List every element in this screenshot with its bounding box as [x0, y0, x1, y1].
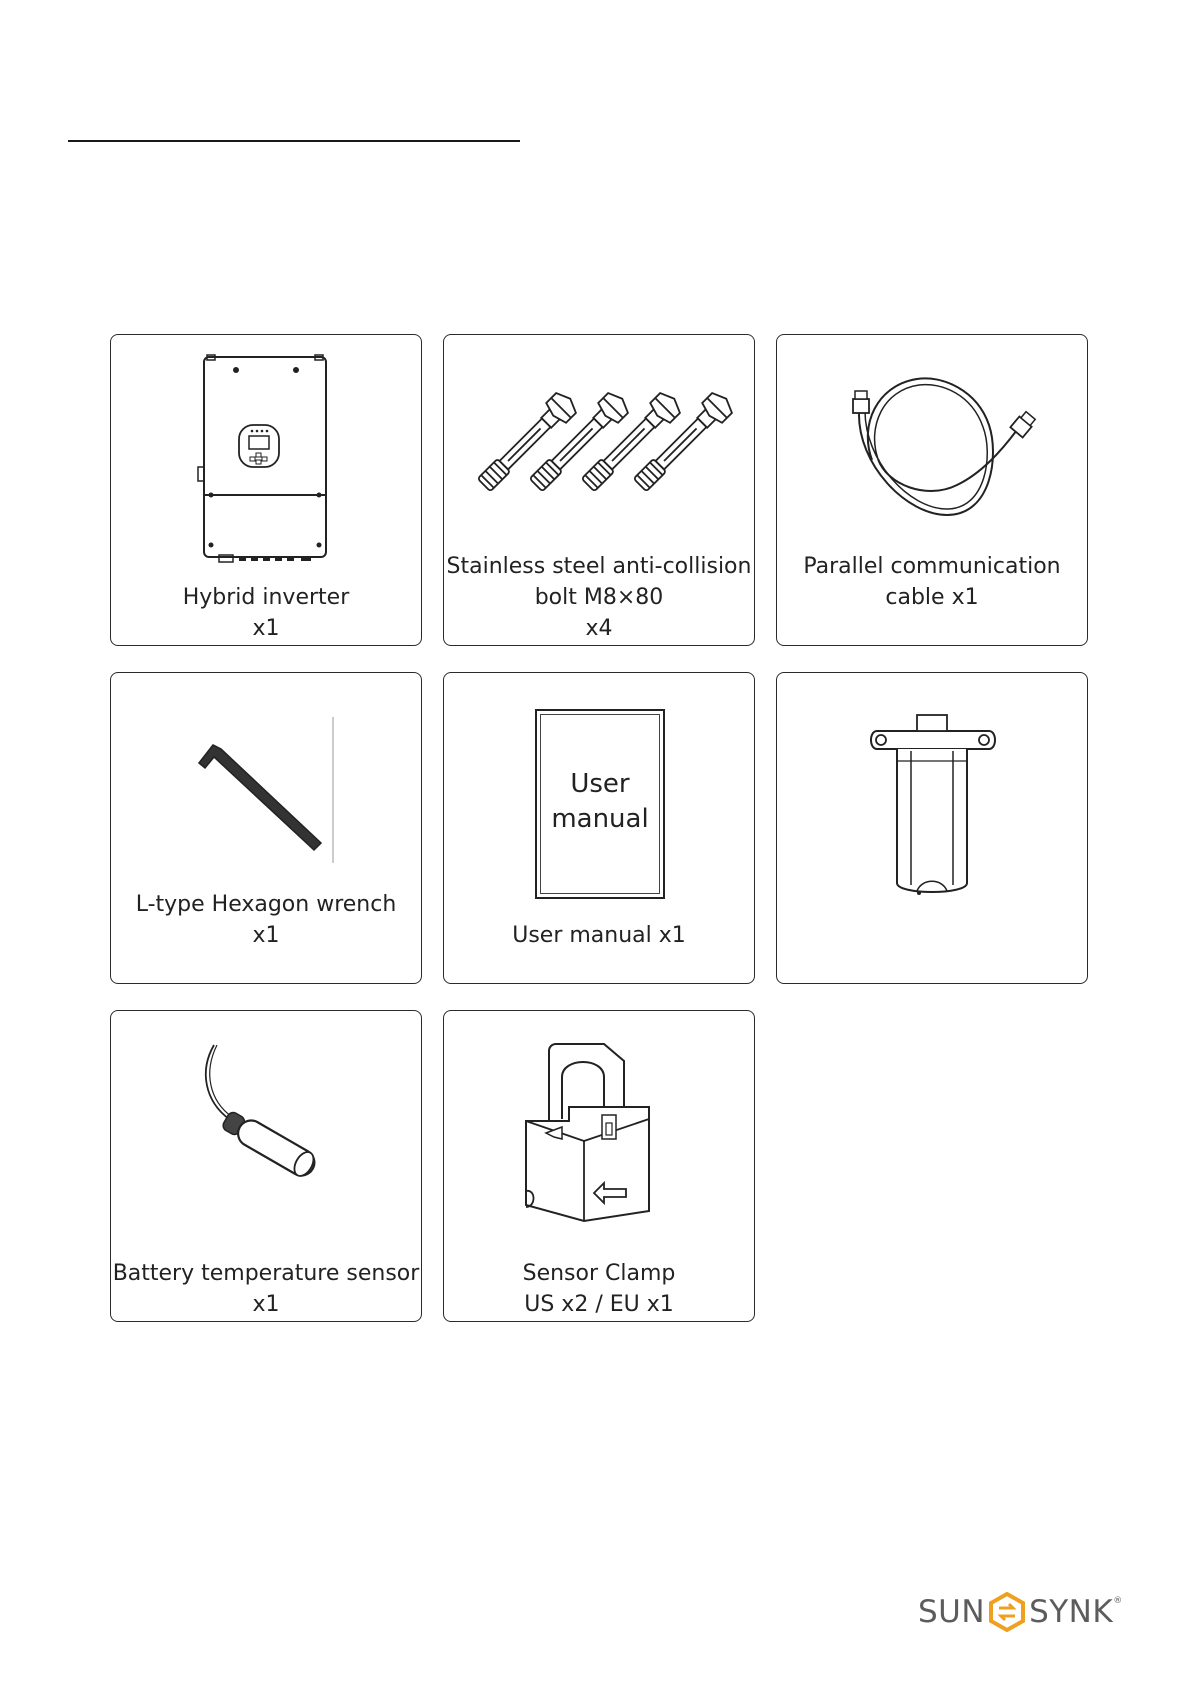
- item-name-line-1: Stainless steel anti-collision: [446, 554, 752, 579]
- item-quantity: x4: [585, 616, 613, 641]
- item-quantity: x1: [252, 616, 280, 641]
- item-name: Hybrid inverter: [182, 585, 350, 610]
- logo-text-left: SUN: [918, 1594, 986, 1630]
- item-name: User manual x1: [512, 923, 686, 948]
- sunsynk-mark-icon: [987, 1592, 1027, 1632]
- item-name: L-type Hexagon wrench: [135, 892, 397, 917]
- item-card-parallel-cable: [776, 334, 1088, 646]
- item-card-temp-sensor: [110, 1010, 422, 1322]
- item-card-hybrid-inverter: [110, 334, 422, 646]
- sleeve-icon: [777, 673, 1089, 985]
- item-card-user-manual: [443, 672, 755, 984]
- item-name-line-2: bolt M8×80: [534, 585, 664, 610]
- item-name: Sensor Clamp: [522, 1261, 676, 1286]
- item-quantity: US x2 / EU x1: [524, 1292, 674, 1317]
- manual-book: [535, 709, 665, 899]
- sunsynk-logo: [918, 1588, 1123, 1636]
- item-card-mounting-sleeve: [776, 672, 1088, 984]
- registered-mark: ®: [1113, 1596, 1123, 1606]
- item-quantity: x1: [252, 1292, 280, 1317]
- item-card-bolts: [443, 334, 755, 646]
- item-name-line-1: Parallel communication: [803, 554, 1061, 579]
- logo-text-right: SYNK: [1029, 1594, 1114, 1630]
- manual-cover-title-1: User: [570, 769, 630, 799]
- item-name-line-2: cable x1: [885, 585, 979, 610]
- item-card-sensor-clamp: [443, 1010, 755, 1322]
- item-name: Battery temperature sensor: [112, 1261, 420, 1286]
- manual-cover-title-2: manual: [551, 804, 649, 834]
- item-card-hex-wrench: [110, 672, 422, 984]
- heading-rule: [68, 140, 520, 142]
- item-quantity: x1: [252, 923, 280, 948]
